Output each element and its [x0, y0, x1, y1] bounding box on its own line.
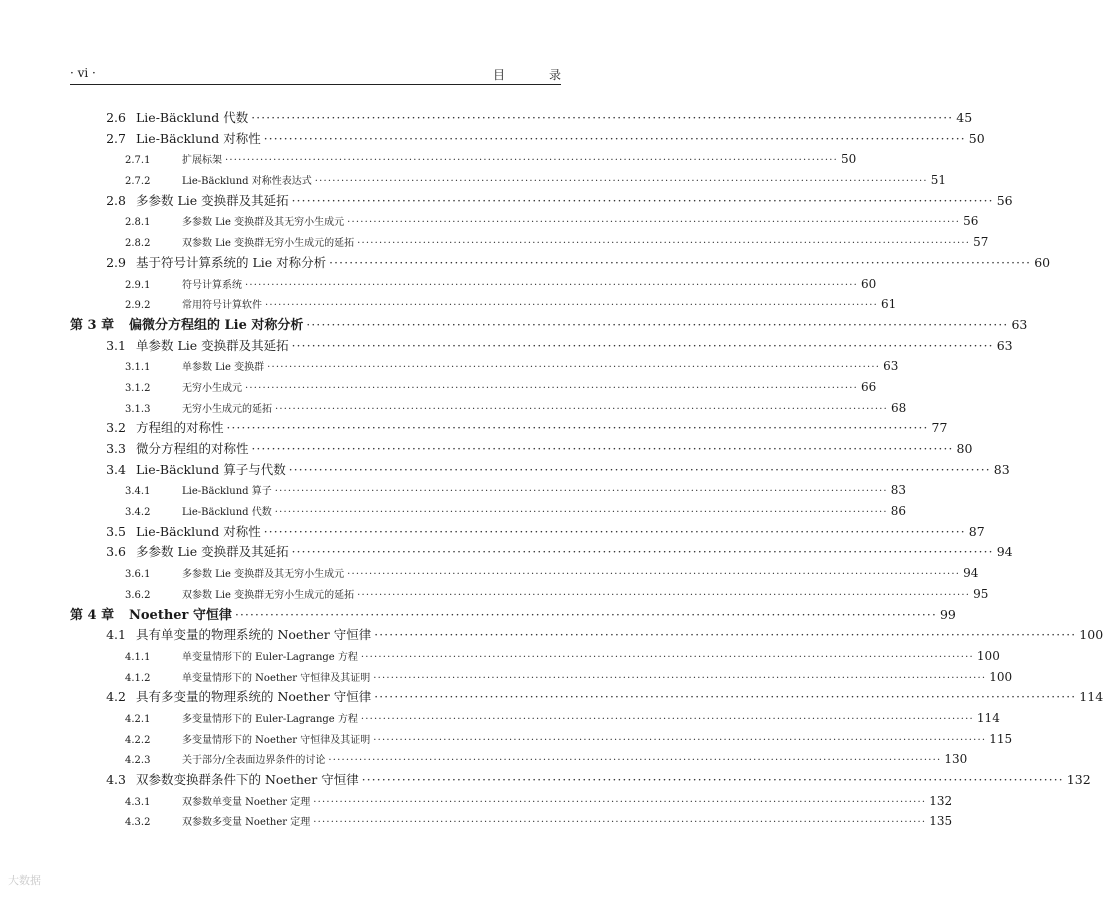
toc-entry[interactable]: [70, 625, 1103, 646]
toc-entry-number: 3.4.1: [125, 486, 151, 498]
toc-entry-page: 135: [929, 814, 953, 829]
toc-entry-page: 130: [944, 752, 968, 767]
toc-entry-title: 单变量情形下的 Noether 守恒律及其证明: [182, 672, 371, 684]
toc-entry-title: 方程组的对称性: [136, 420, 224, 436]
toc-entry-page: 60: [861, 276, 877, 291]
toc-entry[interactable]: [70, 811, 953, 832]
toc-entry-page: 100: [976, 648, 1000, 663]
toc-entry[interactable]: [70, 149, 857, 170]
toc-entry-number: 3.6: [106, 544, 126, 560]
toc-leader-dots: ············································································································································: [347, 217, 961, 229]
toc-leader-dots: ············································································································································: [274, 507, 888, 519]
toc-entry-number: 4.3: [106, 772, 126, 787]
toc-leader-dots: ············································································································································: [360, 713, 974, 725]
toc-entry-number: 3.5: [106, 523, 126, 539]
toc-entry[interactable]: [70, 522, 985, 543]
toc-entry-number: 2.8: [106, 192, 126, 208]
toc-entry-page: 83: [890, 483, 907, 498]
toc-entry-number: 2.7.2: [125, 176, 151, 188]
toc-entry-title: 符号计算系统: [182, 279, 242, 291]
toc-entry-number: 2.7: [106, 130, 126, 146]
toc-entry[interactable]: [70, 253, 1051, 274]
toc-entry-page: 94: [963, 566, 979, 581]
toc-entry[interactable]: [70, 667, 1013, 688]
toc-entry[interactable]: [70, 129, 985, 150]
toc-entry-title: 单参数 Lie 变换群及其延拓: [136, 337, 289, 353]
toc-entry-number: 4.1.1: [125, 651, 151, 663]
toc-leader-dots: ············································································································································: [357, 238, 971, 250]
toc-leader-dots: ············································································································································: [251, 111, 954, 125]
toc-entry-page: 132: [1066, 772, 1091, 787]
toc-leader-dots: ············································································································································: [267, 362, 881, 374]
toc-leader-dots: ············································································································································: [314, 176, 928, 188]
toc-entry-page: 100: [989, 669, 1013, 684]
toc-entry[interactable]: [70, 563, 979, 584]
toc-entry-title: 多变量情形下的 Euler-Lagrange 方程: [182, 713, 358, 725]
toc-entry-title: 扩展标架: [182, 155, 222, 167]
toc-entry-page: 63: [1011, 316, 1028, 332]
toc-entry-number: 4.3.1: [125, 796, 151, 808]
toc-entry-number: 2.7.1: [125, 155, 151, 167]
toc-entry-page: 61: [881, 297, 897, 312]
toc-entry[interactable]: [70, 315, 1028, 336]
toc-entry-page: 77: [931, 420, 948, 436]
toc-entry-title: 单参数 Lie 变换群: [182, 362, 265, 374]
toc-entry-title: Lie-Bäcklund 代数: [136, 110, 249, 125]
toc-entry-page: 63: [883, 359, 899, 374]
toc-entry-title: 具有多变量的物理系统的 Noether 守恒律: [136, 689, 372, 705]
toc-entry-number: 2.9.2: [125, 300, 151, 312]
toc-entry[interactable]: [70, 274, 877, 295]
toc-entry[interactable]: [70, 729, 1013, 750]
toc-leader-dots: ············································································································································: [347, 569, 961, 581]
toc-leader-dots: ············································································································································: [360, 651, 974, 663]
toc-entry-page: 87: [968, 523, 985, 539]
toc-entry[interactable]: [70, 398, 907, 419]
toc-leader-dots: ············································································································································: [263, 524, 966, 539]
toc-entry-title: 基于符号计算系统的 Lie 对称分析: [136, 254, 327, 270]
toc-leader-dots: ············································································································································: [313, 817, 927, 829]
toc-entry-page: 100: [1079, 627, 1103, 643]
toc-leader-dots: ············································································································································: [226, 421, 929, 436]
toc-entry-page: 45: [956, 110, 973, 125]
toc-entry-title: 偏微分方程组的 Lie 对称分析: [129, 317, 304, 333]
toc-entry-number: 3.3: [106, 441, 126, 456]
toc-entry-page: 57: [973, 235, 989, 250]
toc-entry-page: 66: [861, 379, 877, 394]
header-rule: [70, 84, 561, 85]
toc-entry[interactable]: [70, 191, 1013, 212]
toc-entry[interactable]: [70, 646, 1000, 667]
toc-leader-dots: ············································································································································: [291, 193, 994, 208]
toc-leader-dots: ············································································································································: [251, 442, 954, 456]
toc-leader-dots: ············································································································································: [288, 462, 991, 477]
toc-entry-title: 双参数 Lie 变换群无穷小生成元的延拓: [182, 238, 355, 250]
toc-entry-title: 多参数 Lie 变换群及其无穷小生成元: [182, 569, 345, 581]
toc-entry[interactable]: [70, 687, 1103, 708]
toc-entry-title: 多参数 Lie 变换群及其延拓: [136, 544, 289, 560]
toc-entry-number: 3.1.2: [125, 382, 151, 394]
toc-leader-dots: ············································································································································: [263, 131, 966, 146]
toc-leader-dots: ············································································································································: [265, 300, 879, 312]
toc-entry-title: 多参数 Lie 变换群及其无穷小生成元: [182, 217, 345, 229]
toc-entry[interactable]: [70, 708, 1000, 729]
toc-entry-number: 2.8.2: [125, 238, 151, 250]
toc-entry-title: 关于部分/全表面边界条件的讨论: [182, 755, 326, 767]
toc-entry[interactable]: [70, 356, 899, 377]
toc-entry-page: 68: [891, 400, 907, 415]
toc-entry[interactable]: [70, 232, 989, 253]
toc-entry[interactable]: [70, 605, 956, 626]
toc-leader-dots: ············································································································································: [306, 317, 1009, 332]
watermark: 大数据: [8, 874, 41, 887]
toc-entry-title: 双参数 Lie 变换群无穷小生成元的延拓: [182, 589, 355, 601]
toc-entry-number: 4.1: [106, 627, 126, 643]
toc-entry-page: 56: [996, 192, 1013, 208]
toc-leader-dots: ············································································································································: [373, 734, 987, 746]
toc-entry[interactable]: [70, 584, 989, 605]
toc-entry[interactable]: [70, 749, 968, 770]
toc-leader-dots: ············································································································································: [313, 796, 927, 808]
toc-entry-title: 双参数单变量 Noether 定理: [182, 796, 311, 808]
toc-leader-dots: ············································································································································: [329, 255, 1032, 270]
toc-entry[interactable]: [70, 377, 877, 398]
toc-entry-page: 83: [993, 461, 1010, 477]
toc-entry-number: 3.1: [106, 337, 126, 353]
toc-entry-page: 114: [976, 710, 1000, 725]
toc-entry-number: 3.1.3: [125, 403, 151, 415]
toc-leader-dots: ············································································································································: [275, 403, 889, 415]
toc-entry[interactable]: [70, 501, 907, 522]
toc-entry[interactable]: [70, 770, 1091, 791]
toc-entry-page: 132: [929, 793, 953, 808]
toc-leader-dots: ············································································································································: [274, 486, 888, 498]
toc-entry-title: Lie-Bäcklund 对称性表达式: [182, 176, 312, 188]
toc-leader-dots: ············································································································································: [225, 155, 839, 167]
toc-entry-page: 86: [890, 504, 907, 519]
toc-entry-page: 51: [930, 173, 947, 188]
toc-entry-title: Lie-Bäcklund 代数: [182, 507, 272, 519]
toc-entry-title: 双参数多变量 Noether 定理: [182, 817, 311, 829]
toc-entry-title: Lie-Bäcklund 算子与代数: [136, 461, 286, 477]
toc-entry-number: 3.1.1: [125, 362, 151, 374]
toc-entry[interactable]: [70, 791, 953, 812]
toc-entry-number: 4.2.1: [125, 713, 151, 725]
toc-entry-number: 3.6.1: [125, 569, 151, 581]
header-title: 目 录: [492, 68, 577, 82]
toc-entry-page: 50: [841, 152, 857, 167]
toc-entry-title: 单变量情形下的 Euler-Lagrange 方程: [182, 651, 358, 663]
toc-entry-number: 3.2: [106, 420, 126, 436]
toc-entry-number: 2.9.1: [125, 279, 151, 291]
toc-entry[interactable]: [70, 480, 907, 501]
toc-entry[interactable]: [70, 418, 948, 439]
toc-entry-page: 95: [973, 586, 989, 601]
toc-entry-page: 63: [996, 337, 1013, 353]
toc-entry-title: 微分方程组的对称性: [136, 441, 249, 456]
toc-entry-page: 114: [1079, 689, 1103, 705]
toc-entry-number: 2.9: [106, 254, 126, 270]
toc-entry-title: Noether 守恒律: [129, 607, 232, 623]
toc-entry-title: 常用符号计算软件: [182, 300, 262, 312]
toc-leader-dots: ············································································································································: [374, 628, 1077, 643]
toc-leader-dots: ············································································································································: [357, 589, 971, 601]
toc-leader-dots: ············································································································································: [374, 690, 1077, 705]
toc-leader-dots: ············································································································································: [328, 755, 942, 767]
table-of-contents: [70, 108, 1103, 832]
toc-leader-dots: ············································································································································: [361, 773, 1064, 787]
toc-entry[interactable]: [70, 108, 973, 129]
toc-entry-number: 4.2.3: [125, 755, 151, 767]
toc-entry-number: 3.6.2: [125, 589, 151, 601]
toc-entry-number: 3.4.2: [125, 507, 151, 519]
toc-entry-title: 无穷小生成元: [182, 382, 242, 394]
toc-entry-title: Lie-Bäcklund 对称性: [136, 523, 261, 539]
toc-entry[interactable]: [70, 211, 979, 232]
toc-entry[interactable]: [70, 460, 1010, 481]
toc-leader-dots: ············································································································································: [234, 607, 937, 622]
toc-leader-dots: ············································································································································: [245, 382, 859, 394]
toc-entry-title: 多变量情形下的 Noether 守恒律及其证明: [182, 734, 371, 746]
toc-entry[interactable]: [70, 294, 897, 315]
toc-entry-title: 多参数 Lie 变换群及其延拓: [136, 192, 289, 208]
toc-entry-page: 99: [939, 606, 956, 622]
toc-entry-page: 60: [1034, 254, 1051, 270]
toc-entry-number: 3.4: [106, 461, 126, 477]
toc-entry-page: 80: [956, 441, 973, 456]
toc-entry[interactable]: [70, 439, 973, 460]
toc-entry[interactable]: [70, 170, 947, 191]
toc-entry[interactable]: [70, 542, 1013, 563]
toc-entry-number: 第 3 章: [70, 317, 115, 333]
running-header: [70, 66, 577, 82]
toc-entry-number: 4.2.2: [125, 734, 151, 746]
toc-leader-dots: ············································································································································: [245, 279, 859, 291]
toc-entry-title: 具有单变量的物理系统的 Noether 守恒律: [136, 627, 372, 643]
toc-entry-title: 双参数变换群条件下的 Noether 守恒律: [136, 772, 359, 787]
toc-leader-dots: ············································································································································: [291, 545, 994, 560]
toc-entry-page: 50: [968, 130, 985, 146]
toc-entry[interactable]: [70, 336, 1013, 357]
toc-entry-number: 4.3.2: [125, 817, 151, 829]
toc-entry-page: 94: [996, 544, 1013, 560]
toc-entry-number: 4.2: [106, 689, 126, 705]
toc-entry-number: 第 4 章: [70, 607, 115, 623]
page-number: · vi ·: [70, 66, 96, 80]
toc-entry-title: Lie-Bäcklund 对称性: [136, 130, 261, 146]
toc-entry-title: Lie-Bäcklund 算子: [182, 486, 272, 498]
toc-entry-number: 4.1.2: [125, 672, 151, 684]
toc-entry-title: 无穷小生成元的延拓: [182, 403, 272, 415]
toc-entry-number: 2.8.1: [125, 217, 151, 229]
toc-leader-dots: ············································································································································: [373, 672, 987, 684]
toc-entry-number: 2.6: [106, 110, 126, 125]
toc-entry-page: 115: [989, 731, 1013, 746]
toc-entry-page: 56: [963, 214, 979, 229]
toc-leader-dots: ············································································································································: [291, 338, 994, 353]
